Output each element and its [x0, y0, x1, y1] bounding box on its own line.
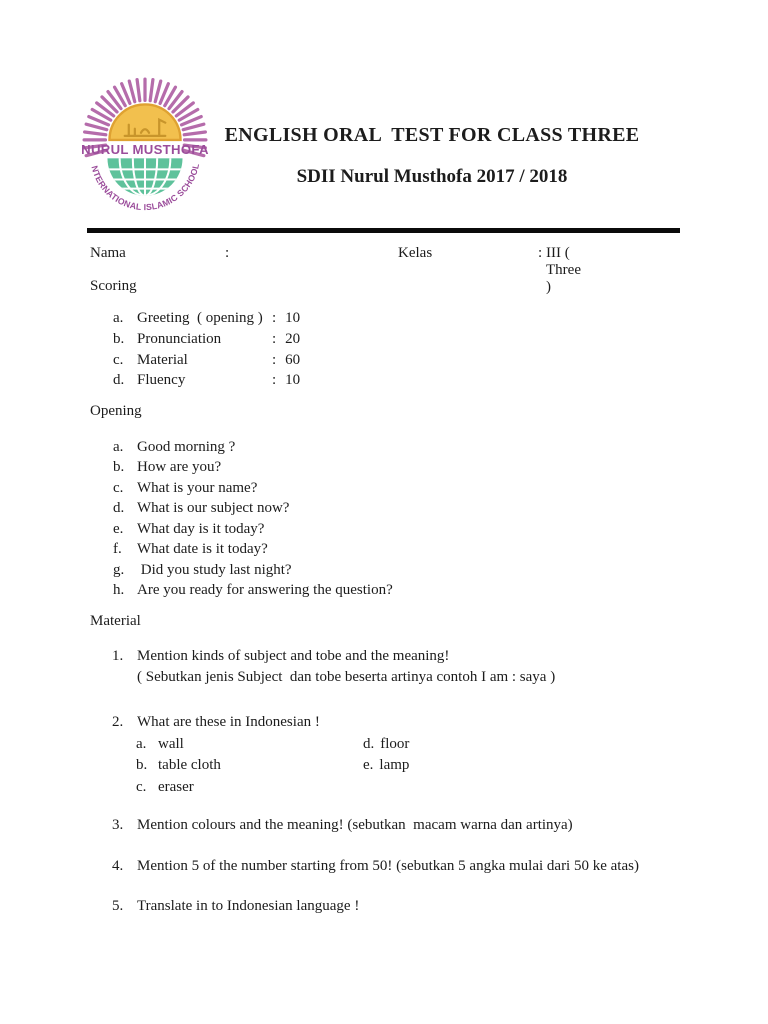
question-text: What are these in Indonesian ! — [137, 714, 320, 730]
name-label: Nama — [90, 245, 126, 261]
scoring-item — [90, 350, 748, 371]
list-letter: d. — [113, 372, 125, 389]
vocab-word: table cloth — [158, 757, 221, 774]
opening-item — [90, 560, 748, 580]
score-label: Fluency — [137, 372, 186, 389]
material-heading: Material — [90, 613, 141, 629]
score-value: 10 — [285, 372, 301, 389]
material-question-3 — [90, 817, 748, 834]
list-letter: c. — [136, 778, 147, 795]
opening-text: Good morning ? — [137, 439, 236, 455]
list-letter: c. — [113, 351, 124, 368]
list-letter: f. — [113, 541, 122, 558]
opening-item — [90, 519, 748, 539]
question-text: Translate in to Indonesian language ! — [137, 898, 360, 914]
score-value: 60 — [285, 351, 301, 368]
list-number: 5. — [112, 898, 124, 914]
document-subtitle: SDII Nurul Musthofa 2017 / 2018 — [296, 166, 568, 187]
class-value: III ( Three ) — [546, 245, 581, 295]
scoring-heading: Scoring — [90, 278, 137, 294]
opening-heading: Opening — [90, 403, 142, 419]
material-question-1 — [90, 646, 748, 688]
score-value: 10 — [285, 310, 301, 326]
header-divider — [87, 228, 680, 233]
logo-name-text: NURUL MUSTHOFA — [81, 142, 209, 158]
opening-item — [90, 580, 748, 600]
opening-list — [90, 437, 748, 601]
list-number: 4. — [112, 858, 124, 874]
list-number: 3. — [112, 817, 124, 833]
material-question-2 — [90, 712, 748, 798]
list-letter: b. — [113, 459, 125, 476]
question-text-indonesian: ( Sebutkan jenis Subject dan tobe beserta artinya contoh I am : saya ) — [137, 668, 556, 685]
question-text: Mention kinds of subject and tobe and the meaning! — [137, 648, 450, 664]
vocab-word: wall — [158, 735, 184, 752]
opening-item — [90, 457, 748, 477]
score-value: 20 — [285, 330, 301, 347]
vocab-row — [90, 734, 748, 756]
scoring-list — [90, 308, 748, 391]
vocab-word: lamp — [379, 757, 410, 774]
list-letter: e. — [113, 520, 124, 537]
material-question-4 — [90, 858, 748, 875]
score-label: Greeting ( opening ) — [137, 310, 263, 326]
list-letter: d. — [363, 735, 375, 752]
scoring-item — [90, 329, 748, 350]
vocab-right — [363, 734, 409, 756]
list-letter: a. — [113, 310, 124, 326]
opening-item — [90, 478, 748, 498]
opening-text: What day is it today? — [137, 520, 265, 537]
list-letter: a. — [113, 439, 124, 455]
material-question-5 — [90, 898, 748, 915]
score-label: Pronunciation — [137, 330, 222, 347]
vocab-word: eraser — [158, 778, 194, 795]
score-colon: : — [272, 351, 277, 368]
class-label: Kelas — [398, 245, 433, 261]
vocab-right — [363, 755, 409, 777]
opening-item — [90, 539, 748, 559]
list-number: 1. — [112, 648, 124, 664]
list-letter: b. — [113, 330, 125, 347]
score-colon: : — [272, 310, 277, 326]
logo-arc-text: NTERNATIONAL ISLAMIC SCHOOL — [89, 162, 202, 213]
document-title: ENGLISH ORAL TEST FOR CLASS THREE — [224, 124, 640, 146]
opening-text: Did you study last night? — [137, 561, 292, 578]
opening-item — [90, 498, 748, 518]
question-text: Mention colours and the meaning! (sebutkan macam warna dan artinya) — [137, 817, 573, 833]
class-colon: : — [538, 245, 543, 261]
vocab-row — [90, 777, 748, 799]
list-letter: b. — [136, 757, 148, 774]
list-letter: c. — [113, 479, 124, 496]
list-letter: d. — [113, 500, 125, 517]
vocab-row — [90, 755, 748, 777]
list-number: 2. — [112, 714, 124, 730]
scoring-item — [90, 308, 748, 329]
question-text: Mention 5 of the number starting from 50! (sebutkan 5 angka mulai dari 50 ke atas) — [137, 858, 639, 874]
opening-text: What date is it today? — [137, 541, 268, 558]
opening-text: What is our subject now? — [137, 500, 290, 517]
name-colon: : — [225, 245, 230, 261]
list-letter: a. — [136, 735, 147, 752]
scoring-item — [90, 370, 748, 391]
list-letter: g. — [113, 561, 125, 578]
header-titles — [184, 124, 680, 188]
score-colon: : — [272, 330, 277, 347]
opening-item — [90, 437, 748, 457]
opening-text: How are you? — [137, 459, 222, 476]
list-letter: e. — [363, 757, 374, 774]
score-label: Material — [137, 351, 188, 368]
score-colon: : — [272, 372, 277, 389]
opening-text: Are you ready for answering the question? — [137, 582, 393, 599]
list-letter: h. — [113, 582, 125, 599]
vocab-word: floor — [380, 735, 410, 752]
opening-text: What is your name? — [137, 479, 258, 496]
